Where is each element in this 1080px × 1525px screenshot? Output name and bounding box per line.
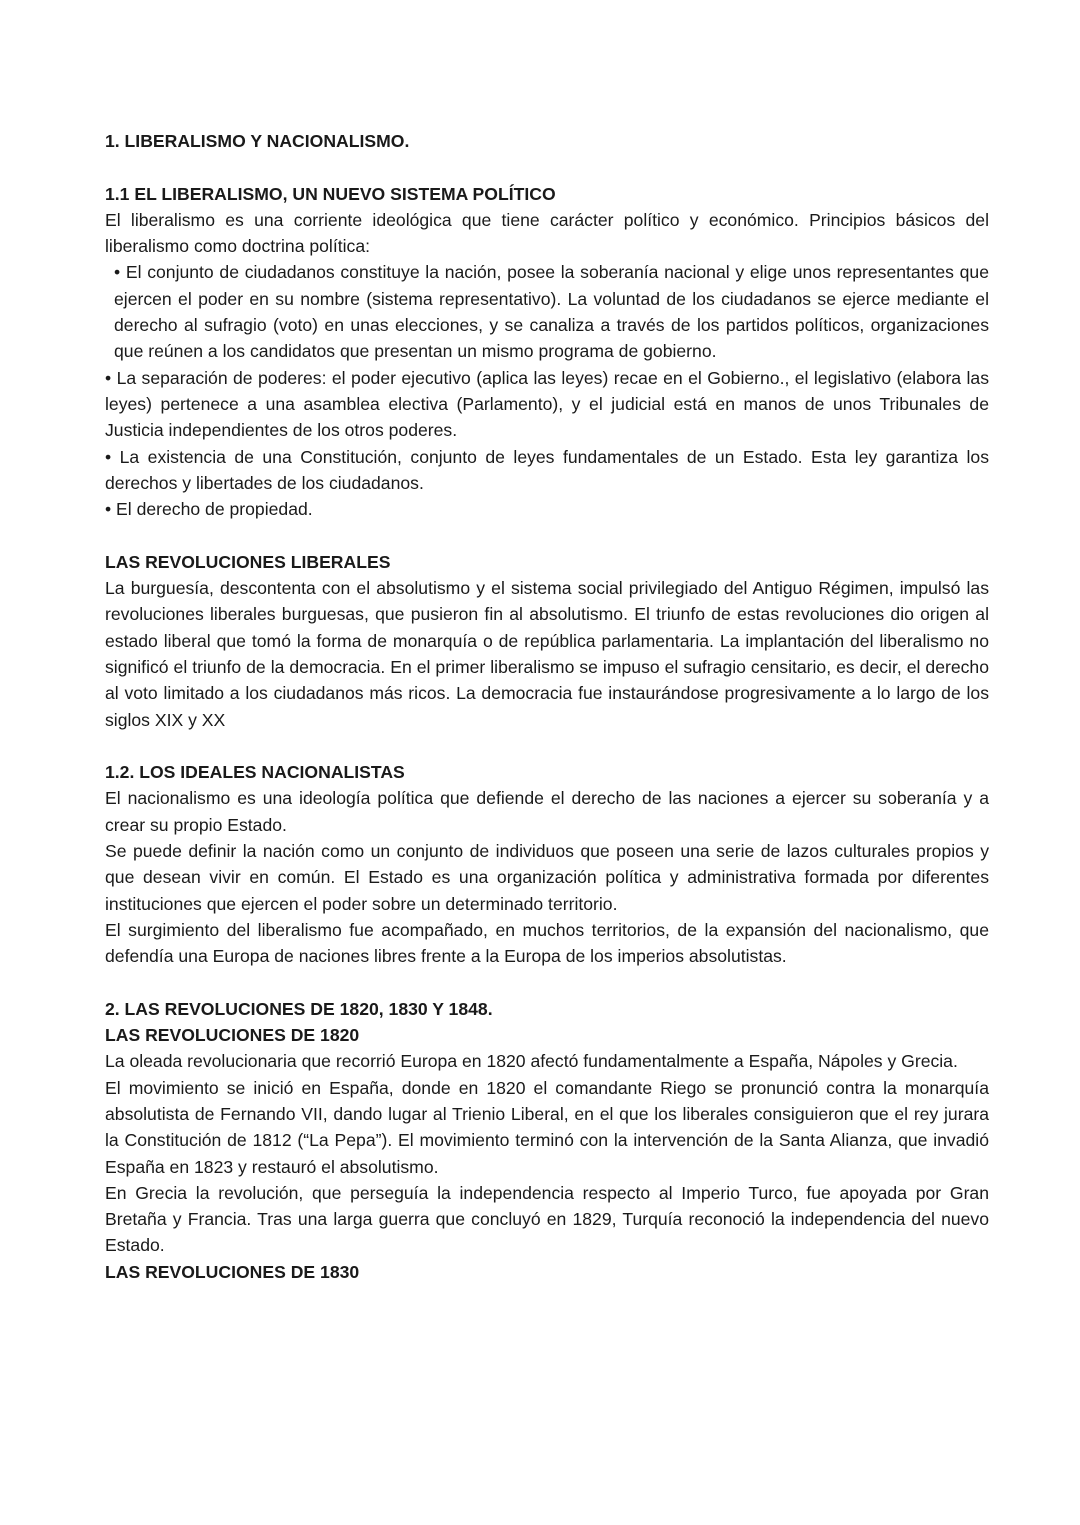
subheading-1820: LAS REVOLUCIONES DE 1820 <box>105 1025 360 1046</box>
document-page <box>105 128 989 1285</box>
bullet-item: • El derecho de propiedad. <box>105 499 313 520</box>
section-heading-nacionalistas: 1.2. LOS IDEALES NACIONALISTAS <box>105 762 405 783</box>
paragraph-nacionalismo-3: El surgimiento del liberalismo fue acompañado, en muchos territorios, de la expansión del nacionalismo, que defendía una Europa de naciones libres frente a la Europa de los imperios absolutistas. <box>105 919 989 967</box>
bullet-item: • La existencia de una Constitución, conjunto de leyes fundamentales de un Estado. Esta ley garantiza los derechos y libertades de los ciudadanos. <box>105 446 989 493</box>
paragraph-liberalismo-intro: El liberalismo es una corriente ideológica que tiene carácter político y económico. Principios básicos del liberalismo como doctrina política: <box>105 209 989 257</box>
section-heading-revoluciones-liberales: LAS REVOLUCIONES LIBERALES <box>105 551 391 572</box>
subheading-1830: LAS REVOLUCIONES DE 1830 <box>105 1261 360 1282</box>
section-heading-revoluciones: 2. LAS REVOLUCIONES DE 1820, 1830 Y 1848. <box>105 998 493 1019</box>
section-heading-liberalismo: 1.1 EL LIBERALISMO, UN NUEVO SISTEMA POLÍTICO <box>105 183 556 204</box>
bullet-item: • La separación de poderes: el poder ejecutivo (aplica las leyes) recae en el Gobierno., el legislativo (elabora las leyes) pertenece a una asamblea electiva (Parlamento), y el judicial está en manos de unos Tribunales de Justicia independientes de los otros poderes. <box>105 367 989 441</box>
paragraph-1820-1: La oleada revolucionaria que recorrió Europa en 1820 afectó fundamentalmente a España, Nápoles y Grecia. <box>105 1051 958 1072</box>
paragraph-nacionalismo-2: Se puede definir la nación como un conjunto de individuos que poseen una serie de lazos culturales propios y que desean vivir en común. El Estado es una organización política y administrativa formada por diferentes instituciones que ejercen el poder sobre un determinado territorio. <box>105 841 989 914</box>
bullet-item: • El conjunto de ciudadanos constituye la nación, posee la soberanía nacional y elige unos representantes que ejercen el poder en su nombre (sistema representativo). La voluntad de los ciudadanos se ejerce mediante el derecho al sufragio (voto) en unas elecciones, y se canaliza a través de los partidos políticos, organizaciones que reúnen a los candidatos que presentan un mismo programa de gobierno. <box>114 262 989 362</box>
paragraph-revoluciones-liberales: La burguesía, descontenta con el absolutismo y el sistema social privilegiado del Antiguo Régimen, impulsó las revoluciones liberales burguesas, que pusieron fin al absolutismo. El triunfo de estas revoluciones dio origen al estado liberal que tomó la forma de monarquía o de república parlamentaria. La implantación del liberalismo no significó el triunfo de la democracia. En el primer liberalismo se impuso el sufragio censitario, es decir, el derecho al voto limitado a los ciudadanos más ricos. La democracia fue instaurándose progresivamente a lo largo de los siglos XIX y XX <box>105 578 989 730</box>
paragraph-1820-2: El movimiento se inició en España, donde en 1820 el comandante Riego se pronunció contra la monarquía absolutista de Fernando VII, dando lugar al Trienio Liberal, en el que los liberales consiguieron que el rey jurara la Constitución de 1812 (“La Pepa”). El movimiento terminó con la intervención de la Santa Alianza, que invadió España en 1823 y restauró el absolutismo. <box>105 1077 989 1177</box>
main-heading: 1. LIBERALISMO Y NACIONALISMO. <box>105 131 410 151</box>
paragraph-1820-3: En Grecia la revolución, que perseguía la independencia respecto al Imperio Turco, fue apoyada por Gran Bretaña y Francia. Tras una larga guerra que concluyó en 1829, Turquía reconoció la independencia del nuevo Estado. <box>105 1182 989 1256</box>
paragraph-nacionalismo-1: El nacionalismo es una ideología política que defiende el derecho de las naciones a ejercer su soberanía y a crear su propio Estado. <box>105 788 989 835</box>
